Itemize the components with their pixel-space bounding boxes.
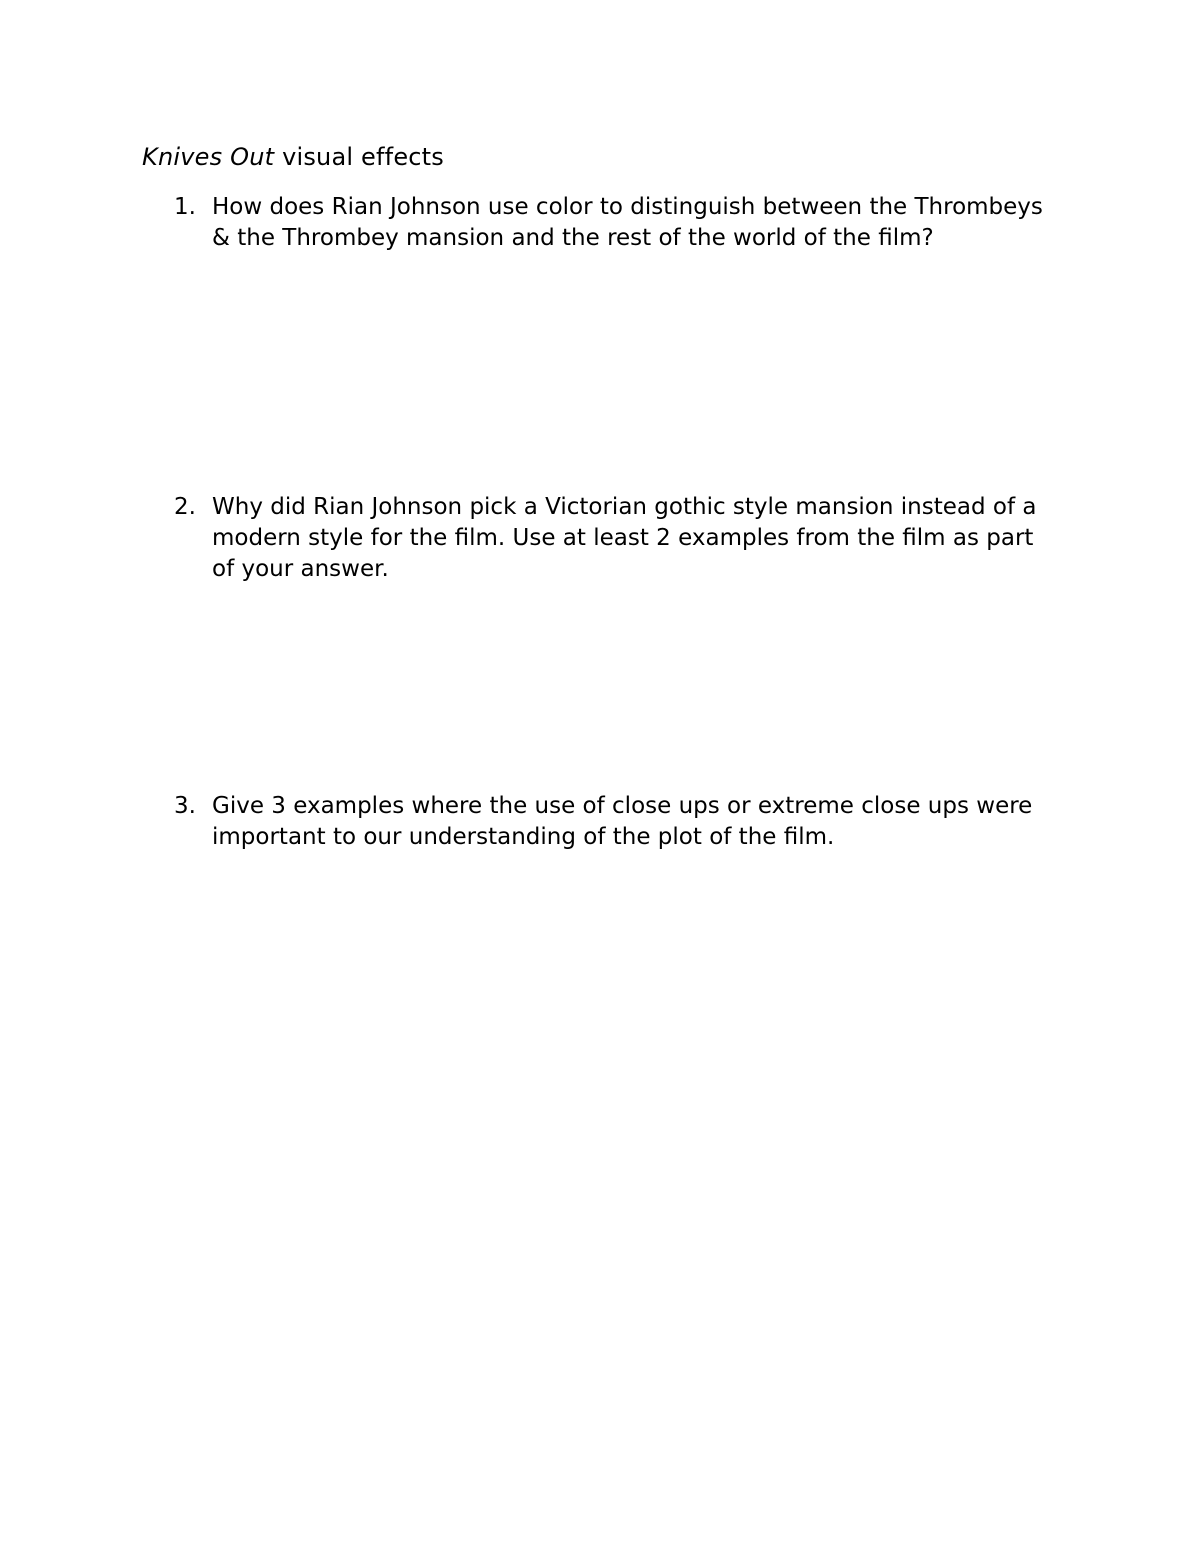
question-1 (174, 192, 1074, 254)
question-text: How does Rian Johnson use color to distinguish between the Thrombeys & the Thrombey mansion and the rest of the world of the film? (212, 194, 1043, 251)
title-subject: visual effects (274, 143, 444, 171)
question-3 (174, 791, 1074, 853)
question-number: 2. (174, 494, 196, 520)
question-text: Why did Rian Johnson pick a Victorian gothic style mansion instead of a modern style for the film. Use at least 2 examples from the film as part of your answer. (212, 494, 1037, 582)
question-number: 1. (174, 194, 196, 220)
question-number: 3. (174, 793, 196, 819)
document-title (142, 141, 444, 173)
question-2 (174, 492, 1074, 585)
title-film-name: Knives Out (142, 143, 275, 171)
question-text: Give 3 examples where the use of close ups or extreme close ups were important to our understanding of the plot of the film. (212, 793, 1033, 850)
